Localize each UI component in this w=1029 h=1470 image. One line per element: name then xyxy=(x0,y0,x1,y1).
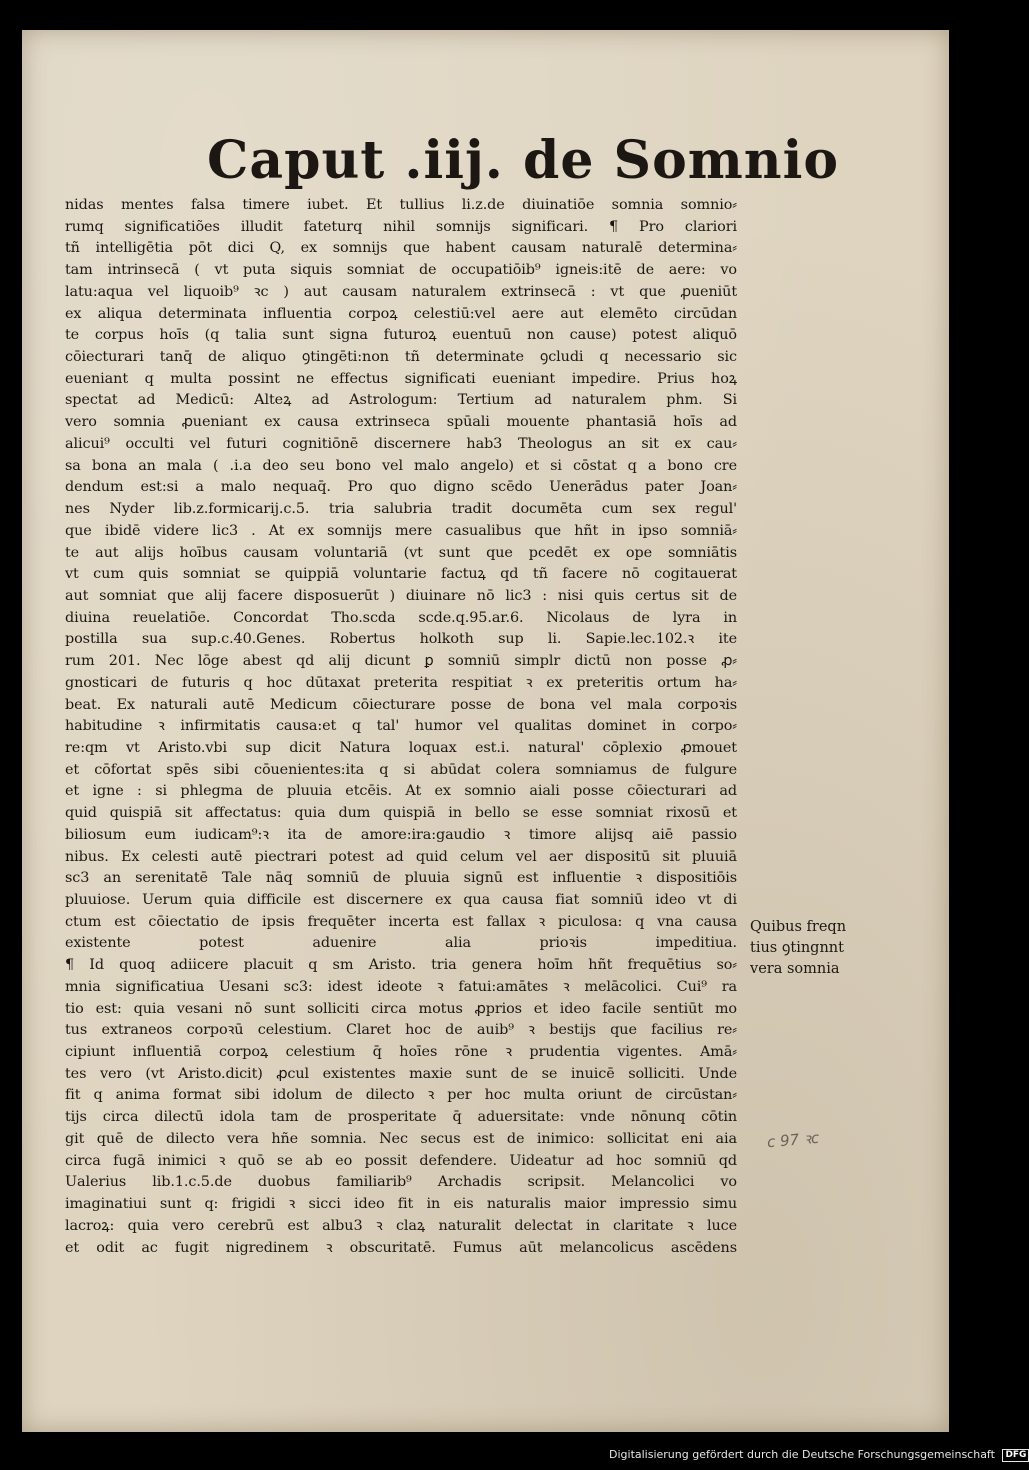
text-line: existente potest aduenire alia prioꝛis impeditiua. xyxy=(65,935,737,952)
text-line: tus extraneos corpoꝛū celestium. Claret hoc de auib⁹ ꝛ bestijs que facilius re⸗ xyxy=(65,1022,737,1039)
text-line: quid quispiā sit affectatus: quia dum quispiā in bello se esse somniat rixosū et xyxy=(65,805,737,822)
text-line: tijs circa dilectū idola tam de prosperitate q̄ aduersitate: vnde nōnunq cōtin xyxy=(65,1109,737,1126)
text-line: postilla sua sup.c.40.Genes. Robertus holkoth sup li. Sapie.lec.102.ꝛ ite xyxy=(65,631,737,648)
text-line: eueniant q multa possint ne effectus significati eueniant impedire. Prius hoꝝ xyxy=(65,370,737,387)
margin-note-line: tius ꝯtingnnt xyxy=(750,940,844,956)
text-line: rum 201. Nec lōge abest qd alij dicunt ꝑ somniū simplr dictū non posse ꝓ⸗ xyxy=(65,653,737,670)
text-line: latu:aqua vel liquoib⁹ ꝛc ) aut causam naturalem extrinsecā : vt que ꝓueniūt xyxy=(65,283,737,300)
text-line: diuina reuelatiōe. Concordat Tho.scda scde.q.95.ar.6. Nicolaus de lyra in xyxy=(65,609,737,626)
text-line: git quē de dilecto vera hñe somnia. Nec secus est de inimico: sollicitat eni aia xyxy=(65,1130,737,1147)
text-line: alicui⁹ occulti vel futuri cognitiōnē discernere hab3 Theologus an sit ex cau⸗ xyxy=(65,435,737,452)
text-line: ¶ Id quoq adiicere placuit q sm Aristo. tria genera hoīm hñt frequētius so⸗ xyxy=(65,957,737,974)
text-line: cōiecturari tanq̄ de aliquo ꝯtingēti:non tñ determinate ꝯcludi q necessario sic xyxy=(65,349,737,366)
pencil-annotation: c 97 ꝛc xyxy=(766,1128,820,1152)
text-line: et cōfortat spēs sibi cōuenientes:ita q si abūdat colera somniamus de fulgure xyxy=(65,761,737,778)
text-line: biliosum eum iudicam⁹:ꝛ ita de amore:ira:gaudio ꝛ timore alijsq aiē passio xyxy=(65,826,737,843)
text-line: spectat ad Medicū: Alteꝝ ad Astrologum: Tertium ad naturalem phm. Si xyxy=(65,392,737,409)
text-line: sa bona an mala ( .i.a deo seu bono vel malo angelo) et si cōstat q a bono cre xyxy=(65,457,737,474)
text-line: et odit ac fugit nigredinem ꝛ obscuritatē. Fumus aūt melancolicus ascēdens xyxy=(65,1239,737,1256)
footer-credit-text: Digitalisierung gefördert durch die Deutsche Forschungsgemeinschaft xyxy=(609,1448,995,1461)
text-line: lacroꝝ: quia vero cerebrū est albu3 ꝛ claꝝ naturalit delectat in claritate ꝛ luce xyxy=(65,1217,737,1234)
text-line: cipiunt influentiā corpoꝝ celestium q̄ hoīes rōne ꝛ prudentia vigentes. Amā⸗ xyxy=(65,1044,737,1061)
text-line: vero somnia ꝓueniant ex causa extrinseca spūali mouente phantasiā hoīs ad xyxy=(65,414,737,431)
text-line: imaginatiui sunt q: frigidi ꝛ sicci ideo fit in eis naturalis maior impressio simu xyxy=(65,1196,737,1213)
margin-note-line: Quibus freqn xyxy=(750,919,847,935)
text-line: tñ intelligētia pōt dici Q, ex somnijs que habent causam naturalē determina⸗ xyxy=(65,240,737,257)
text-line: gnosticari de futuris q hoc dūtaxat preterita respitiat ꝛ ex preteritis ortum ha⸗ xyxy=(65,674,737,691)
book-page xyxy=(22,30,949,1432)
text-line: te corpus hoīs (q talia sunt signa futuroꝝ euentuū non cause) potest aliquō xyxy=(65,327,737,344)
text-line: nibus. Ex celesti autē piectrari potest ad quid celum vel aer dispositū sit pluuiā xyxy=(65,848,737,865)
text-line: mnia significatiua Uesani sc3: idest ideote ꝛ fatui:amātes ꝛ melācolici. Cui⁹ ra xyxy=(65,978,737,995)
text-line: re:qm vt Aristo.vbi sup dicit Natura loquax est.i. natural' cōplexio ꝓmouet xyxy=(65,739,737,756)
chapter-heading: Caput .iij. de Somnio xyxy=(207,130,840,191)
text-line: ex aliqua determinata influentia corpoꝝ celestiū:vel aere aut elemēto circūdan xyxy=(65,305,737,322)
text-line: tam intrinsecā ( vt puta siquis somniat de occupatiōib⁹ igneis:itē de aere: vo xyxy=(65,262,737,279)
text-line: rumq significatiões illudit fateturq nihil somnijs significari. ¶ Pro clariori xyxy=(65,218,737,235)
text-line: ctum est cōiectatio de ipsis frequēter incerta est fallax ꝛ piculosa: q vna causa xyxy=(65,913,737,930)
text-line: nidas mentes falsa timere iubet. Et tullius li.z.de diuinatiōe somnia somnio⸗ xyxy=(65,197,737,213)
text-line: habitudine ꝛ infirmitatis causa:et q tal' humor vel qualitas dominet in corpo⸗ xyxy=(65,718,737,735)
margin-note-line: vera somnia xyxy=(750,961,840,977)
text-line: beat. Ex naturali autē Medicum cōiecturare posse de bona vel mala corpoꝛis xyxy=(65,696,737,713)
text-line: tes vero (vt Aristo.dicit) ꝓcul existentes maxie sunt de se inuicē solliciti. Unde xyxy=(65,1065,737,1082)
text-line: te aut alijs hoībus causam voluntariā (vt sunt que pcedēt ex ope somniātis xyxy=(65,544,737,561)
body-text xyxy=(65,195,737,1259)
text-line: vt cum quis somniat se quippiā voluntarie factuꝝ qd tñ facere nō cogitauerat xyxy=(65,566,737,583)
footer-credit xyxy=(609,1448,1029,1462)
text-line: que ibidē videre lic3 . At ex somnijs mere casualibus que hñt in ipso somniā⸗ xyxy=(65,522,737,539)
text-line: aut somniat que alij facere disposuerūt ) diuinare nō lic3 : nisi quis certus sit de xyxy=(65,587,737,604)
text-line: dendum est:si a malo nequaq̄. Pro quo digno scēdo Uenerādus pater Joan⸗ xyxy=(65,479,737,496)
text-line: tio est: quia vesani nō sunt solliciti circa motus ꝓprios et ideo facile sentiūt mo xyxy=(65,1000,737,1017)
text-line: et igne : si phlegma de pluuia etcēis. At ex somnio aiali posse cōiecturari ad xyxy=(65,783,737,800)
text-line: fit q anima format sibi idolum de dilecto ꝛ per hoc multa oriunt de circūstan⸗ xyxy=(65,1087,737,1104)
dfg-logo: DFG xyxy=(1002,1449,1029,1462)
text-line: Ualerius lib.1.c.5.de duobus familiarib⁹ Archadis scripsit. Melancolici vo xyxy=(65,1174,737,1191)
margin-note xyxy=(750,917,885,980)
text-line: pluuiose. Uerum quia difficile est discernere ex qua causa fiat somniū ideo vt di xyxy=(65,892,737,908)
text-line: circa fugā inimici ꝛ quō se ab eo possit defendere. Uideatur ad hoc somniū qd xyxy=(65,1152,737,1169)
text-line: sc3 an serenitatē Tale nāq somniū de pluuia signū est influentie ꝛ dispositiōis xyxy=(65,870,737,887)
text-line: nes Nyder lib.z.formicarij.c.5. tria salubria tradit documēta cum sex regul' xyxy=(65,501,737,518)
